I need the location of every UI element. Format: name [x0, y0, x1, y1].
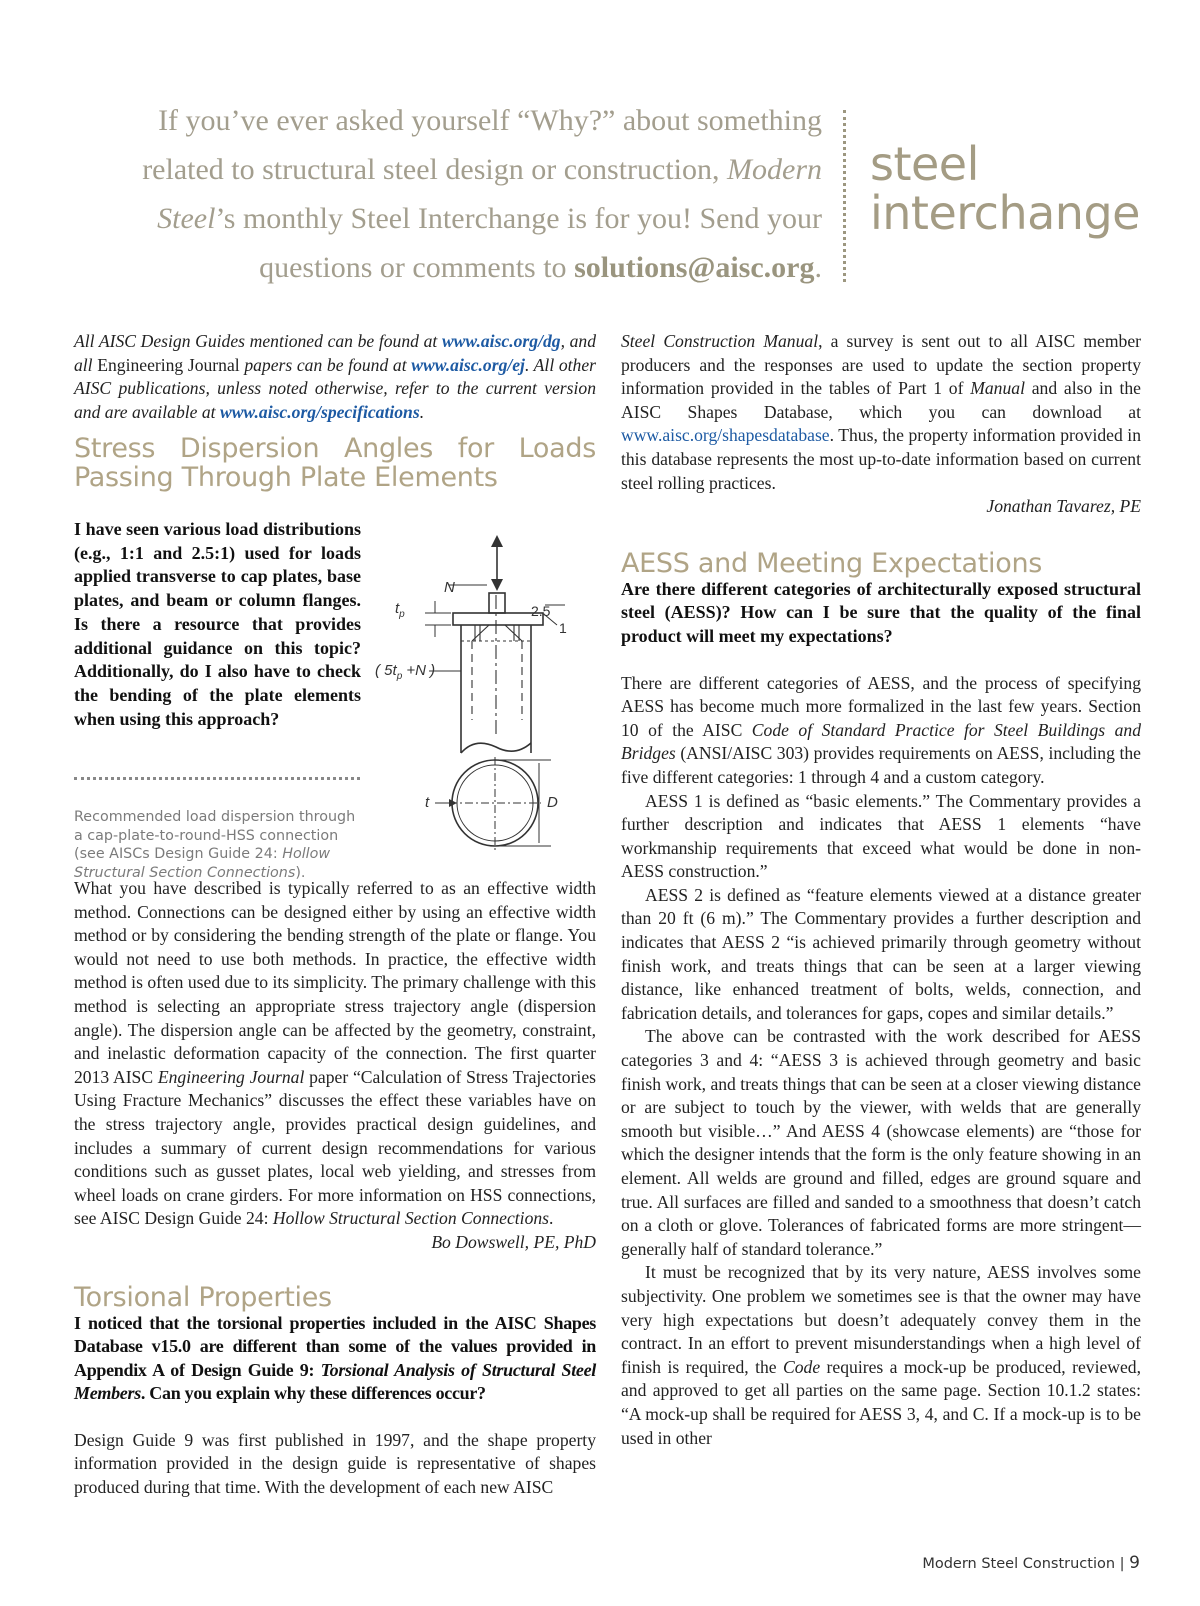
- tube-break-line: [461, 743, 531, 753]
- arrow-head-down-icon: [491, 579, 503, 591]
- label-ratio-top: 2.5: [531, 603, 551, 619]
- answer-torsional-continued: Steel Construction Manual, a survey is sent out to all AISC member producers and the responses are used to update the section property information provided in the tables of Part 1 of Manual and also in the AISC Shapes Database, which you can download at www.aisc.org/shapesdatabase. Thus, the property information provided in this database represents the most up-to-date information based on current steel rolling practices.: [621, 331, 1141, 493]
- label-ratio-bottom: 1: [559, 620, 567, 636]
- publication-name: Modern Steel Construction: [922, 1556, 1116, 1572]
- label-dispersion-width: ( $5t_p +N$ ): [375, 662, 436, 682]
- answer-torsional-start: Design Guide 9 was first published in 1997, and the shape property information provided in the design guide is representative of shapes produced during that time. With the development of each new AISC: [74, 1429, 596, 1498]
- answer-aess-p1: There are different categories of AESS, and the process of specifying AESS has become much more formalized in the last few years. Section 10 of the AISC Code of Standard Practice for Steel Buildings and Bridges (ANSI/AISC 303) provides requirements on AESS, including the five different categories: 1 through 4 and a custom category.: [621, 672, 1141, 787]
- section-heading-aess: AESS and Meeting Expectations: [621, 547, 1043, 579]
- answer-aess-p5: It must be recognized that by its very nature, AESS involves some subjectivity. One problem we sometimes see is that the owner may have very high expectations but doesn’t adequately convey them in the contract. In an effort to prevent misunderstandings when a high level of finish is required, the Code requires a mock-up be produced, reviewed, and approved to get all parties on the same page. Section 10.1.2 states: “A mock-up shall be required for AESS 3, 4, and C. If a mock-up is to be used in other: [621, 1262, 1141, 1448]
- column-title: steel interchange: [870, 137, 1140, 240]
- label-n: N: [444, 579, 455, 596]
- contact-email[interactable]: solutions@aisc.org: [574, 251, 815, 284]
- intro-text: If you’ve ever asked yourself “Why?” about something related to structural steel design or construction, Modern Steel’s monthly Steel Interchange is for you! Send your questions or comments to solutions@aisc.org.: [142, 104, 822, 284]
- link-specifications[interactable]: www.aisc.org/specifications: [219, 401, 420, 422]
- answer-stress-dispersion: What you have described is typically referred to as an effective width method. Connections can be designed either by using an effective width method or by considering the bending strength of the plate or flange. You would not need to use both methods. In practice, the effective width method is often used due to its simplicity. The primary challenge with this method is selecting an appropriate stress trajectory angle (dispersion angle). The dispersion angle can be affected by the geometry, constraint, and inelastic deformation capacity of the connection. The first quarter 2013 AISC Engineering Journal paper “Calculation of Stress Trajectories Using Fracture Mechanics” discusses the effect these variables have on the stress trajectory angle, provides practical design guidelines, and includes a summary of current design recommendations for various conditions such as gusset plates, local web yielding, and stresses from wheel loads on crane girders. For more information on HSS connections, see AISC Design Guide 24: Hollow Structural Section Connections.: [74, 878, 596, 1229]
- figure-caption: Recommended load dispersion through a cap-plate-to-round-HSS connection (see AISCs Design Guide 24: Hollow Structural Section Connections).: [74, 809, 356, 881]
- header-divider: [843, 110, 846, 282]
- load-stub: [489, 593, 505, 613]
- label-diameter: D: [547, 794, 558, 811]
- label-wall-thickness: t: [425, 794, 430, 811]
- right-column: [621, 330, 1141, 1450]
- answer-aess-p2: AESS 1 is defined as “basic elements.” The Commentary provides a further description and indicates that AESS 1 elements “have workmanship requirements that exceed what would be done in non-AESS construction.”: [621, 790, 1141, 882]
- author-signature-dowswell: Bo Dowswell, PE, PhD: [431, 1231, 596, 1252]
- link-engineering-journal[interactable]: www.aisc.org/ej: [411, 354, 525, 375]
- left-column-bottom: [74, 877, 596, 1500]
- publications-note: All AISC Design Guides mentioned can be found at www.aisc.org/dg, and all Engineering Journal papers can be found at www.aisc.org/ej. All other AISC publications, unless noted otherwise, refer to the current version and are available at www.aisc.org/specifications.: [74, 331, 597, 422]
- page-number: 9: [1129, 1553, 1140, 1573]
- link-shapes-database[interactable]: www.aisc.org/shapesdatabase: [621, 425, 830, 446]
- answer-aess-p3: AESS 2 is defined as “feature elements viewed at a distance greater than 20 ft (6 m).” The Commentary provides a further description and indicates that AESS 2 “is achieved primarily through geometry without finish work, and treats things that can be seen at a larger viewing distance, like enhanced treatment of bolts, welds, connection, and fabrication details, and tolerances for gaps, copes and similar details.”: [621, 884, 1141, 1023]
- page-footer: Modern Steel Construction | 9: [922, 1553, 1140, 1573]
- caption-divider: [74, 777, 360, 780]
- left-column-top: [74, 330, 596, 492]
- cap-plate: [453, 613, 543, 625]
- arrow-head-up-icon: [491, 535, 503, 547]
- question-torsional: I noticed that the torsional properties included in the AISC Shapes Database v15.0 are different than some of the values provided in Appendix A of Design Guide 9: Torsional Analysis of Structural Steel Members. Can you explain why these differences occur?: [74, 1312, 596, 1404]
- question-aess: Are there different categories of architecturally exposed structural steel (AESS)? How can I be sure that the quality of the final product will meet my expectations?: [621, 578, 1141, 646]
- author-signature-tavarez: Jonathan Tavarez, PE: [986, 496, 1141, 517]
- section-heading-torsional: Torsional Properties: [74, 1281, 332, 1313]
- answer-aess-p4: The above can be contrasted with the work described for AESS categories 3 and 4: “AESS 3 is achieved through geometry and basic finish work, and treats things that can be seen at a closer viewing distance or are subject to touch by the viewer, with welds that are generally smooth but visible…” And AESS 4 (showcase elements) are “those for which the designer intends that the form is the only feature showing in an element. All welds are ground and filled, edges are ground square and true. All surfaces are filled and sanded to a smoothness that doesn’t catch on a cloth or glove. Tolerances of fabricated forms are more stringent—generally half of standard tolerance.”: [621, 1026, 1141, 1259]
- section-heading-stress-dispersion: Stress Dispersion Angles for Loads Passing Through Plate Elements: [74, 433, 596, 494]
- link-design-guides[interactable]: www.aisc.org/dg: [441, 331, 561, 351]
- load-dispersion-figure: [375, 535, 600, 880]
- label-tp: $t_p$: [395, 600, 405, 620]
- question-stress-dispersion: I have seen various load distributions (e.g., 1:1 and 2.5:1) used for loads applied transverse to cap plates, base plates, and beam or column flanges. Is there a resource that provides additional guidance on this topic? Additionally, do I also have to check the bending of the plate elements when using this approach?: [74, 519, 361, 729]
